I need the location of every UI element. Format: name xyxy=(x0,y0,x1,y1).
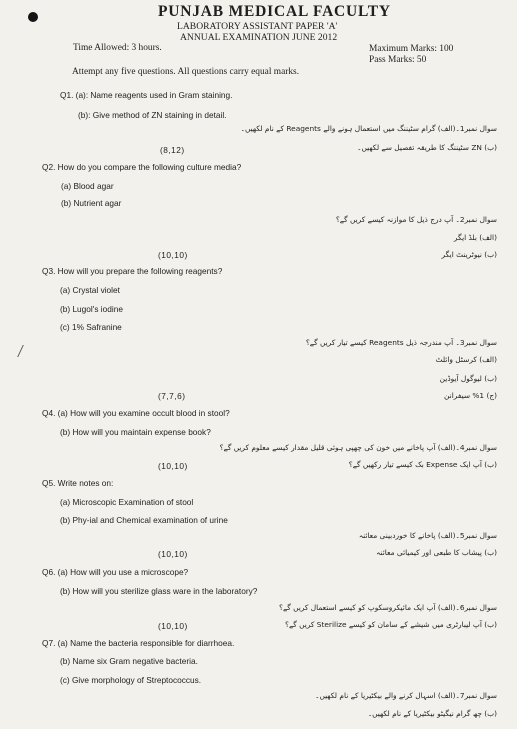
q5-text: Q5. Write notes on: xyxy=(42,478,114,488)
q6-urdu-b: (ب) آپ لیبارٹری میں شیشے کے سامان کو کیسے Sterilize کریں گے؟ xyxy=(285,620,497,629)
q5-b: (b) Phy-ial and Chemical examination of urine xyxy=(60,515,228,525)
q3-text: Q3. How will you prepare the following reagents? xyxy=(42,266,223,276)
q2-urdu-b: (ب) نیوٹرینٹ ایگر xyxy=(441,250,497,259)
q3-urdu-q: سوال نمبر3۔ آپ مندرجہ ذیل Reagents کیسے تیار کریں گے؟ xyxy=(305,338,497,347)
q6-a: Q6. (a) How will you use a microscope? xyxy=(42,567,189,577)
q7-a: Q7. (a) Name the bacteria responsible for diarrhoea. xyxy=(42,638,235,648)
q7-urdu-b: (ب) چھ گرام نیگیٹو بیکٹیریا کے نام لکھیں۔ xyxy=(367,709,497,718)
q4-urdu-a: سوال نمبر4۔(الف) آپ پاخانے میں خون کی چھپی ہوئی قلیل مقدار کیسے معلوم کریں گے؟ xyxy=(219,443,497,452)
q2-urdu-q: سوال نمبر2۔ آپ درج ذیل کا موازنہ کیسے کریں گے؟ xyxy=(335,215,497,224)
q5-urdu-a: سوال نمبر5۔(الف) پاخانے کا خوردبینی معائنہ xyxy=(358,531,497,540)
q2-text: Q2. How do you compare the following culture media? xyxy=(42,162,242,172)
q1-a: Q1. (a): Name reagents used in Gram staining. xyxy=(60,90,233,100)
q3-a: (a) Crystal violet xyxy=(60,285,120,295)
q2-a: (a) Blood agar xyxy=(61,181,114,191)
q4-a: Q4. (a) How will you examine occult blood in stool? xyxy=(42,408,230,418)
q1-urdu-a: سوال نمبر1۔(الف) گرام سٹیننگ میں استعمال ہونے والے Reagents کے نام لکھیں۔ xyxy=(240,124,497,133)
q3-urdu-c: (ج) 1% سیفرانن xyxy=(444,391,497,400)
q5-a: (a) Microscopic Examination of stool xyxy=(60,497,194,507)
q6-marks: (10,10) xyxy=(158,621,188,631)
q4-b: (b) How will you maintain expense book? xyxy=(60,427,211,437)
q2-marks: (10,10) xyxy=(158,250,188,260)
q7-b: (b) Name six Gram negative bacteria. xyxy=(60,656,198,666)
q4-urdu-b: (ب) آپ ایک Expense بک کیسے تیار رکھیں گے؟ xyxy=(348,460,497,469)
q2-b: (b) Nutrient agar xyxy=(61,198,122,208)
q7-c: (c) Give morphology of Streptococcus. xyxy=(60,675,202,685)
q7-urdu-a: سوال نمبر7۔(الف) اسہال کرنے والے بیکٹیریا کے نام لکھیں۔ xyxy=(315,691,497,700)
q6-urdu-a: سوال نمبر6۔(الف) آپ ایک مائیکروسکوپ کو کیسے استعمال کریں گے؟ xyxy=(279,603,497,612)
q4-marks: (10,10) xyxy=(158,461,188,471)
q1-marks: (8,12) xyxy=(160,145,185,155)
q3-urdu-b: (ب) لیوگول آیوڈین xyxy=(439,374,497,383)
time-allowed: Time Allowed: 3 hours. xyxy=(73,43,162,53)
pass-marks: Pass Marks: 50 xyxy=(369,55,427,65)
maximum-marks: Maximum Marks: 100 xyxy=(369,44,454,54)
instruction: Attempt any five questions. All questions carry equal marks. xyxy=(72,67,300,77)
q2-urdu-a: (الف) بلڈ ایگر xyxy=(453,233,497,242)
q3-urdu-a: (الف) کرسٹل وائلٹ xyxy=(435,355,497,364)
q3-c: (c) 1% Safranine xyxy=(60,322,122,332)
q5-urdu-b: (ب) پیشاب کا طبعی اور کیمیائی معائنہ xyxy=(376,548,497,557)
q1-urdu-b: (ب) ZN سٹیننگ کا طریقہ تفصیل سے لکھیں۔ xyxy=(357,143,497,152)
faculty-title: PUNJAB MEDICAL FACULTY xyxy=(158,3,391,20)
q5-marks: (10,10) xyxy=(158,549,188,559)
q3-marks: (7,7,6) xyxy=(158,391,186,401)
q3-b: (b) Lugol's iodine xyxy=(60,304,123,314)
q1-b: (b): Give method of ZN staining in detail. xyxy=(78,110,227,120)
exam-title: ANNUAL EXAMINATION JUNE 2012 xyxy=(180,32,338,43)
q6-b: (b) How will you sterilize glass ware in the laboratory? xyxy=(60,586,258,596)
pen-mark xyxy=(17,345,33,357)
paper-title: LABORATORY ASSISTANT PAPER 'A' xyxy=(177,21,338,32)
punch-hole xyxy=(28,12,38,22)
